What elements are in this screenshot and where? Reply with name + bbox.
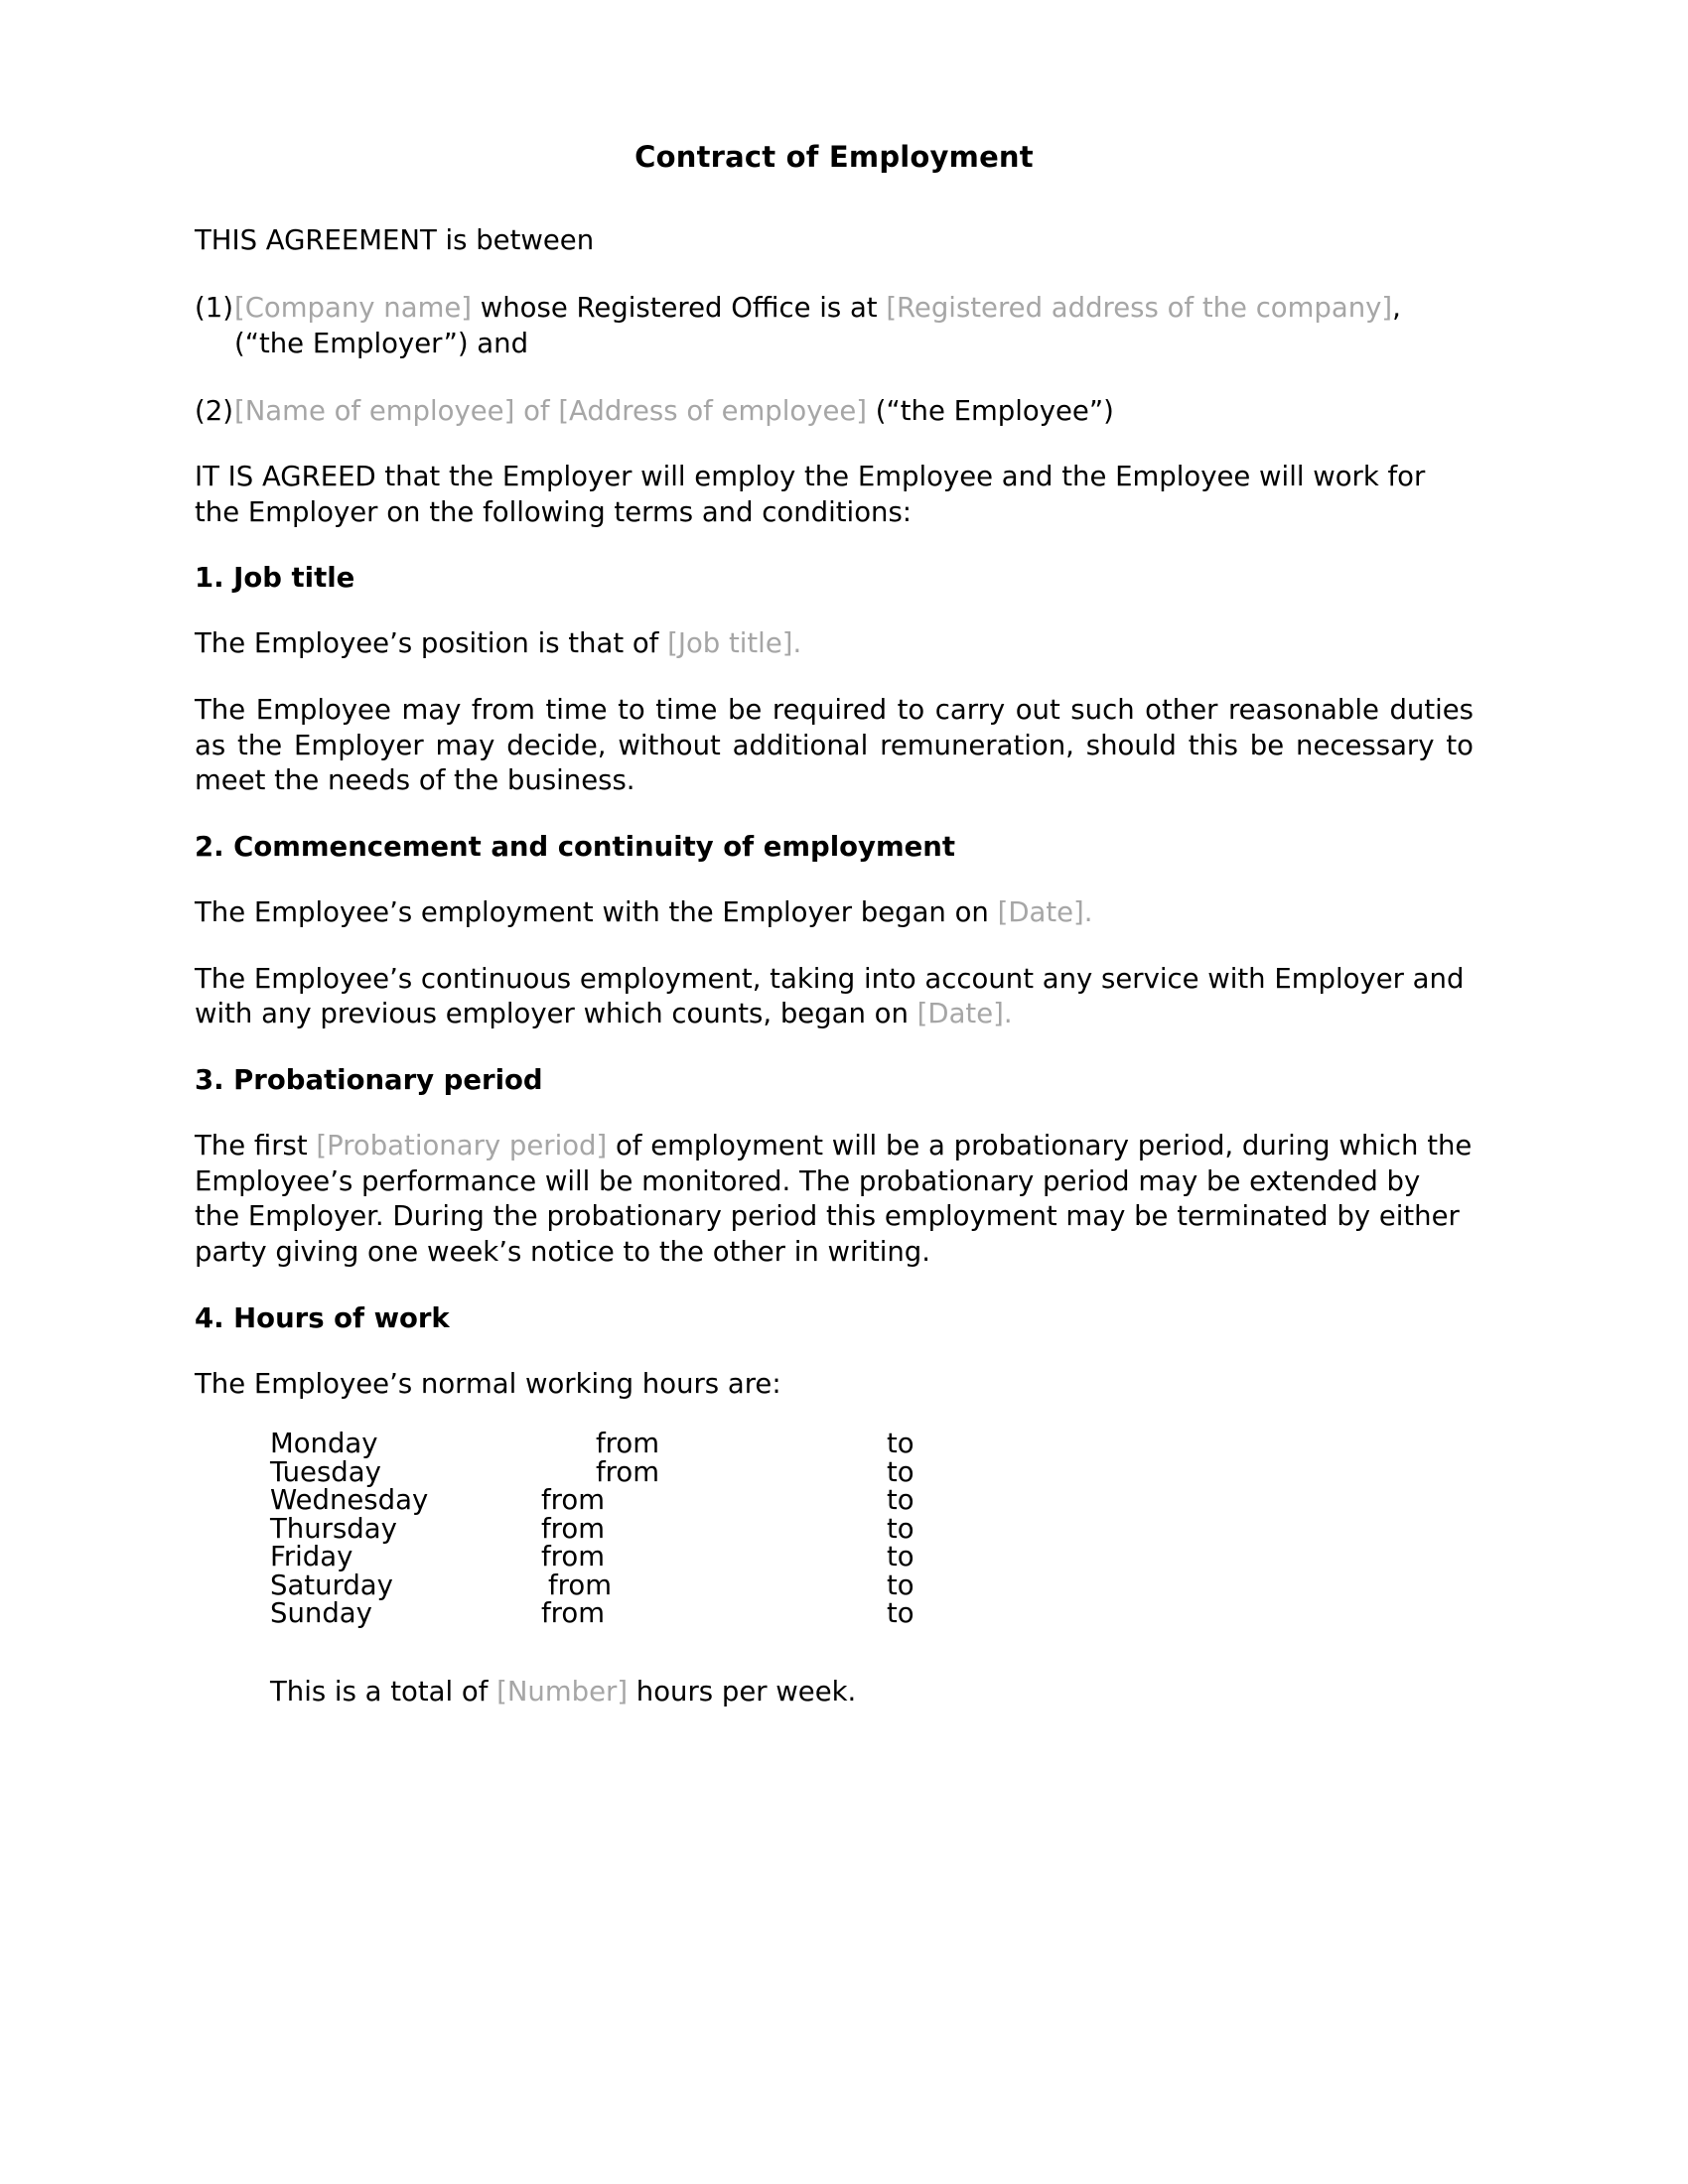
- schedule-to-label: to: [887, 1512, 914, 1545]
- continuous-employment-paragraph: [195, 962, 1474, 1033]
- working-hours-intro: The Employee’s normal working hours are:: [195, 1367, 781, 1400]
- schedule-from-label: from: [541, 1541, 605, 1573]
- party-1-text-end: , (“the Employer”) and: [234, 292, 1401, 360]
- schedule-to-label: to: [887, 1541, 914, 1573]
- section-heading-hours-of-work: 4. Hours of work: [195, 1301, 450, 1334]
- schedule-from-label: from: [541, 1512, 605, 1545]
- section-heading-probationary-period: 3. Probationary period: [195, 1064, 543, 1097]
- other-duties-paragraph: The Employee may from time to time be required to carry out such other reasonable duties as the Employer may decide, without additional remuneration, should this be necessary to meet the needs of the business.: [195, 693, 1474, 797]
- job-title-prefix: The Employee’s position is that of: [195, 627, 668, 660]
- schedule-row: [195, 1571, 1474, 1600]
- employee-name-placeholder: [Name of employee]: [234, 394, 515, 427]
- schedule-from-label: from: [541, 1597, 605, 1630]
- party-2-marker: (2): [195, 394, 233, 427]
- section-heading-job-title: 1. Job title: [195, 562, 355, 595]
- schedule-to-label: to: [887, 1428, 914, 1460]
- company-name-placeholder: [Company name]: [234, 292, 473, 324]
- schedule-to-label: to: [887, 1484, 914, 1517]
- schedule-day-label: Thursday: [270, 1512, 397, 1545]
- party-2-text-end: (“the Employee”): [867, 394, 1114, 427]
- total-hours-prefix: This is a total of: [270, 1675, 497, 1707]
- agreed-paragraph: IT IS AGREED that the Employer will employ the Employee and the Employee will work for the Employer on the following terms and conditions:: [195, 460, 1426, 528]
- page-title: Contract of Employment: [634, 140, 1034, 174]
- probationary-period-placeholder: [Probationary period]: [316, 1129, 608, 1161]
- schedule-day-label: Sunday: [270, 1597, 372, 1630]
- total-hours-suffix: hours per week.: [628, 1675, 857, 1707]
- party-1-text-mid: whose Registered Office is at: [472, 292, 887, 324]
- schedule-row: [195, 1486, 1474, 1515]
- schedule-row: [195, 1430, 1474, 1458]
- job-title-placeholder: [Job title].: [667, 627, 802, 660]
- employment-began-date-placeholder: [Date].: [997, 895, 1093, 928]
- employee-address-placeholder: [Address of employee]: [558, 394, 868, 427]
- probationary-rest: of employment will be a probationary period, during which the Employee’s performance will be monitored. The probationary period may be extended by the Employer. During the probationary period this employment may be terminated by either party giving one week’s notice to the other in writing.: [195, 1129, 1473, 1269]
- schedule-to-label: to: [887, 1569, 914, 1601]
- schedule-from-label: from: [541, 1484, 605, 1517]
- schedule-row: [195, 1543, 1474, 1571]
- section-heading-commencement: 2. Commencement and continuity of employment: [195, 831, 955, 864]
- schedule-row: [195, 1512, 1474, 1545]
- party-1-marker: (1): [195, 292, 233, 324]
- schedule-from-label: from: [596, 1455, 659, 1488]
- schedule-day-label: Wednesday: [270, 1484, 429, 1517]
- intro-paragraph: THIS AGREEMENT is between: [195, 224, 595, 257]
- schedule-to-label: to: [887, 1455, 914, 1488]
- schedule-day-label: Friday: [270, 1541, 353, 1573]
- document-content: [195, 139, 1474, 1710]
- continuous-employment-date-placeholder: [Date].: [916, 998, 1013, 1030]
- schedule-to-label: to: [887, 1597, 914, 1630]
- party-clause-2: [195, 393, 1474, 429]
- registered-address-placeholder: [Registered address of the company]: [886, 292, 1393, 324]
- employment-began-prefix: The Employee’s employment with the Employer began on: [195, 895, 998, 928]
- schedule-day-label: Saturday: [270, 1569, 393, 1601]
- party-2-text-mid: of: [514, 394, 559, 427]
- employment-began-paragraph: [195, 895, 1474, 931]
- schedule-row: [195, 1455, 1474, 1488]
- schedule-day-label: Tuesday: [270, 1455, 381, 1488]
- schedule-from-label: from: [548, 1569, 612, 1601]
- working-hours-schedule: [195, 1430, 1474, 1628]
- party-clause-1: [195, 290, 1474, 362]
- continuous-employment-prefix: The Employee’s continuous employment, taking into account any service with Employer and with any previous employer which counts, began on: [195, 962, 1465, 1030]
- total-hours-number-placeholder: [Number]: [496, 1675, 629, 1707]
- schedule-day-label: Monday: [270, 1428, 378, 1460]
- schedule-from-label: from: [596, 1428, 659, 1460]
- probationary-prefix: The first: [195, 1129, 317, 1161]
- job-title-paragraph: [195, 626, 1474, 662]
- schedule-row: [195, 1599, 1474, 1628]
- probationary-period-paragraph: [195, 1129, 1474, 1271]
- total-hours-line: [270, 1675, 1474, 1710]
